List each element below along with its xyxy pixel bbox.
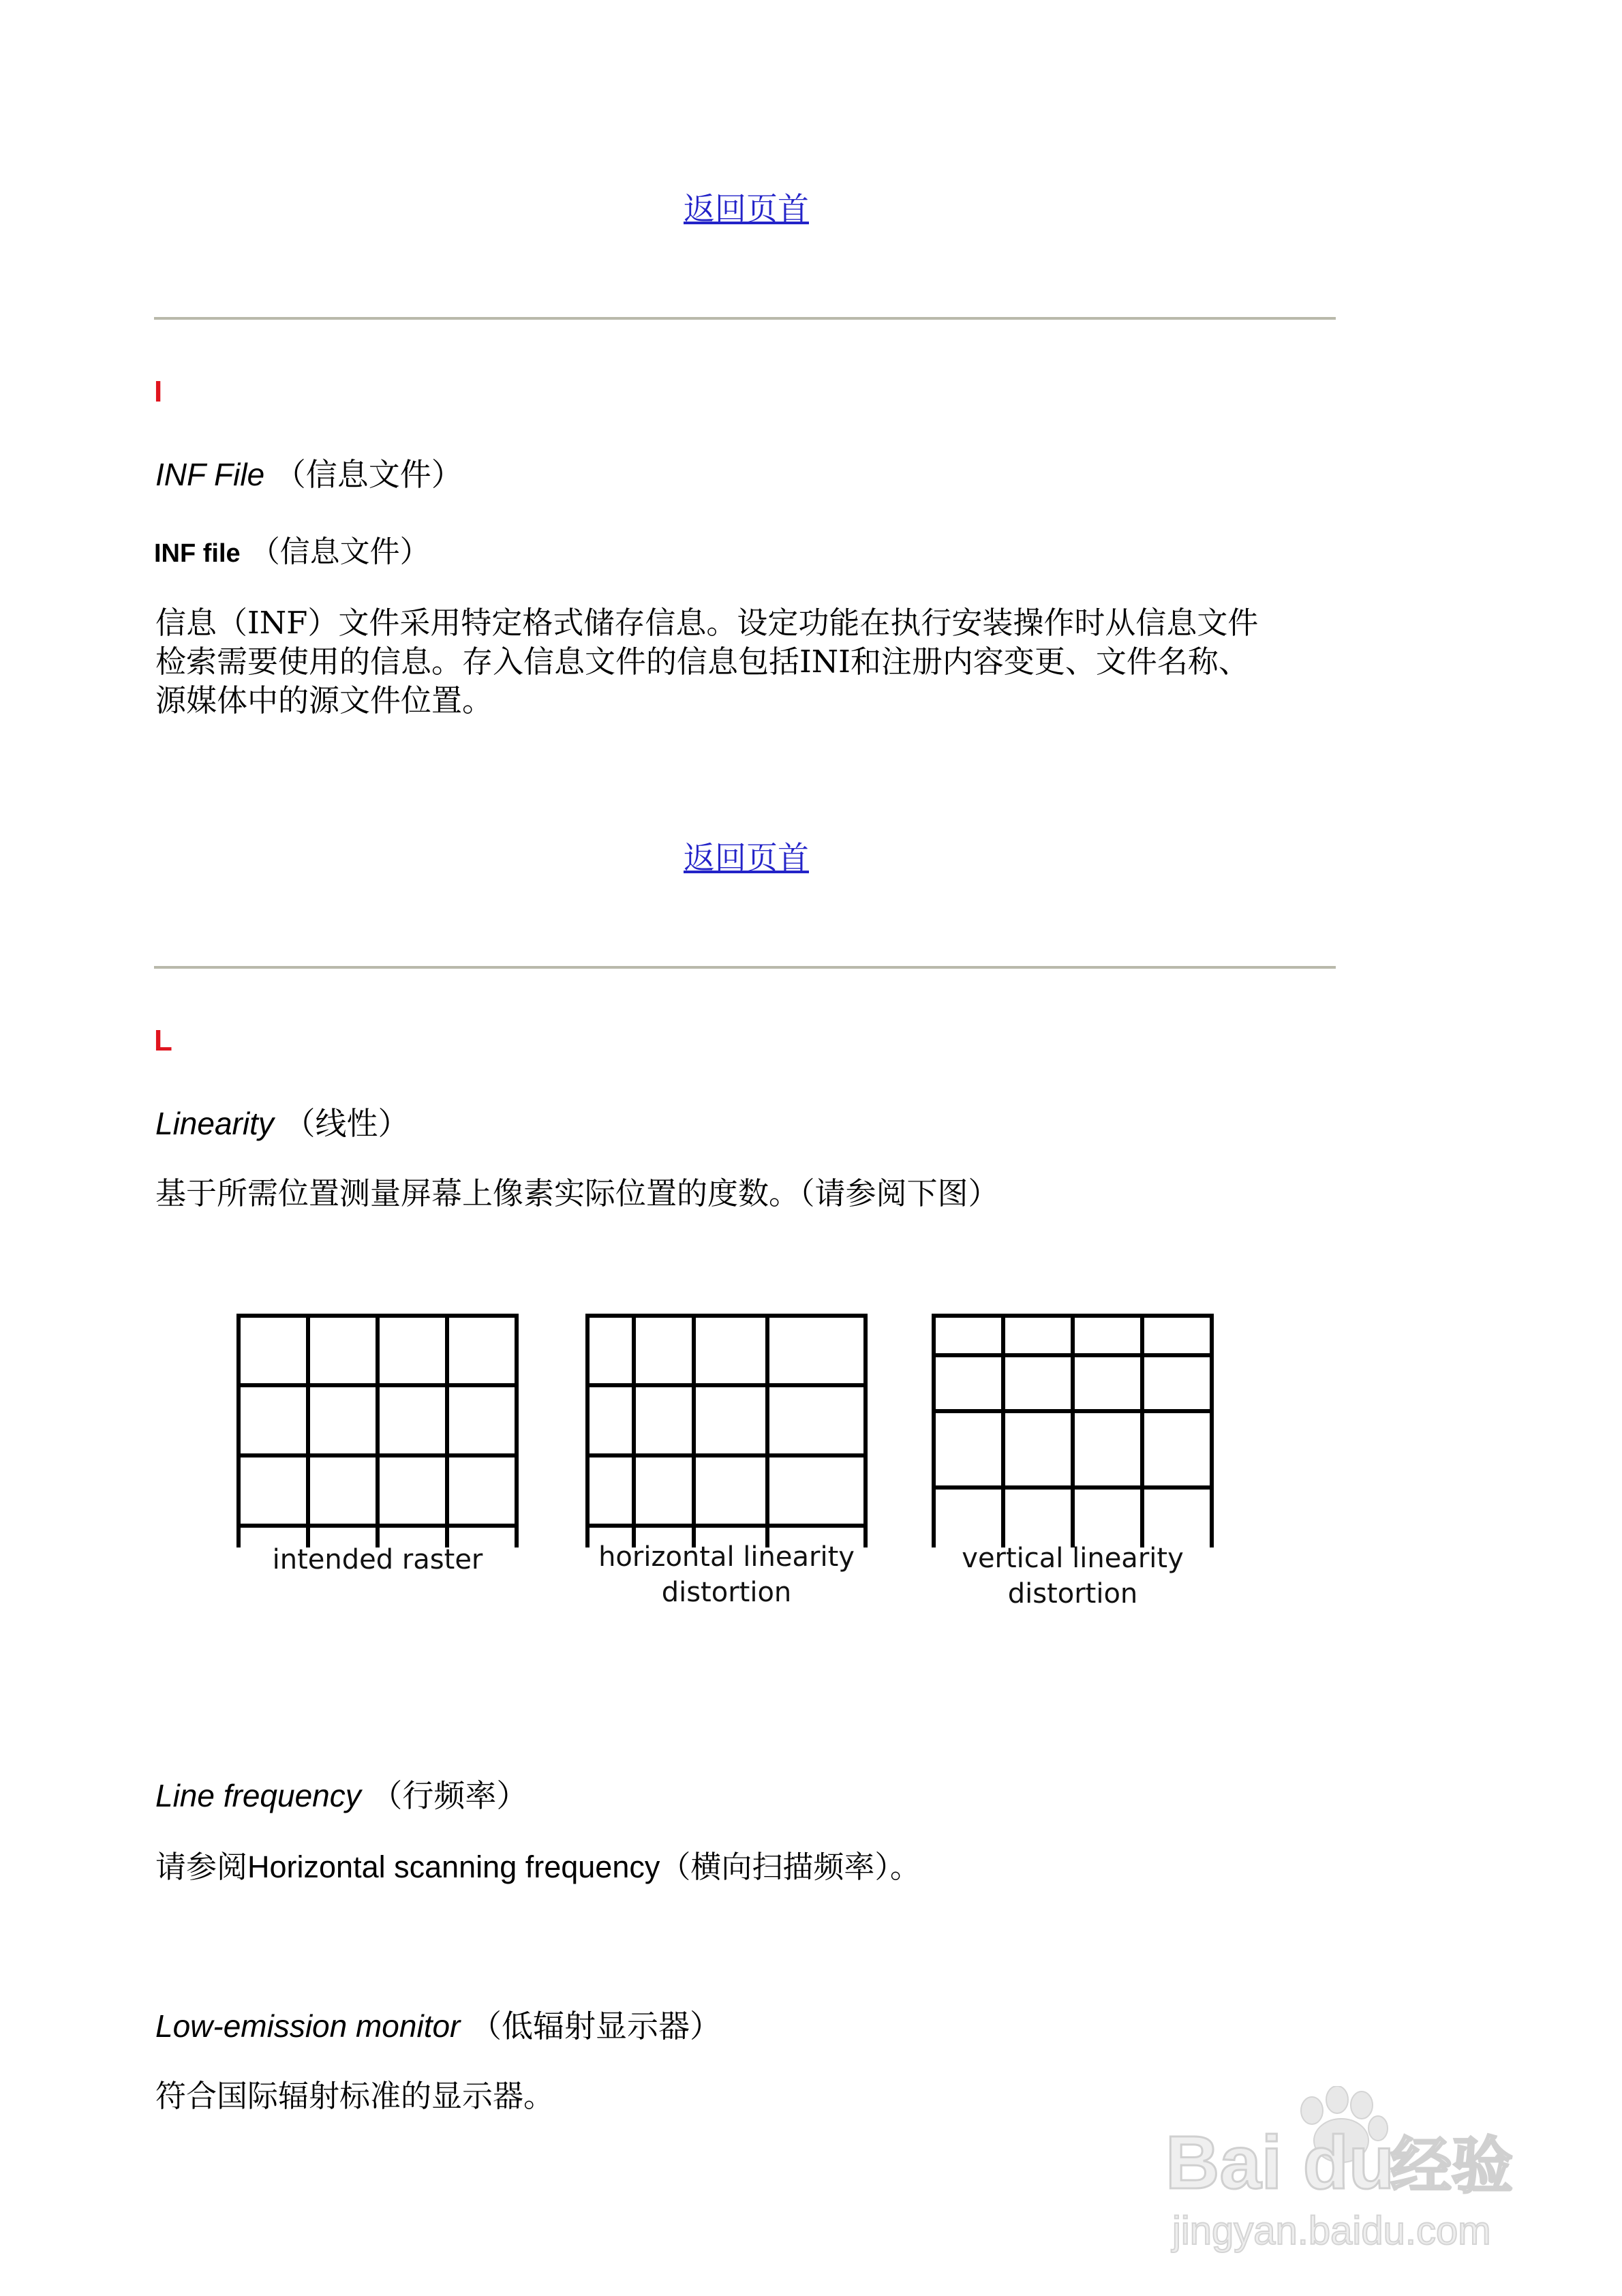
baidu-watermark: [1159, 2086, 1540, 2263]
desc-line: 检索需要使用的信息。存入信息文件的信息包括INI和注册内容变更、文件名称、: [155, 644, 1249, 680]
vertical-distortion-grid: [934, 1316, 1212, 1547]
divider: [154, 966, 1336, 969]
label-line: distortion: [1007, 1578, 1138, 1610]
low-emission-description: 符合国际辐射标准的显示器。: [155, 2078, 555, 2114]
term-inf-file: [155, 450, 463, 495]
horizontal-distortion-grid: [587, 1316, 866, 1547]
label-line: horizontal linearity: [598, 1541, 855, 1573]
term-cn: （线性）: [284, 1105, 410, 1142]
section-letter-l: L: [154, 1024, 172, 1057]
desc-line: 源媒体中的源文件位置。: [155, 682, 493, 719]
watermark-url: jingyan.baidu.com: [1172, 2209, 1491, 2253]
linearity-description: 基于所需位置测量屏幕上像素实际位置的度数。（请参阅下图）: [155, 1175, 999, 1211]
linearity-figure: [232, 1248, 1227, 1547]
watermark-brand-cn: 经验: [1390, 2130, 1513, 2202]
term-low-emission-monitor: [155, 2002, 721, 2046]
subterm-en: INF file: [154, 539, 241, 568]
label-intended-raster: intended raster: [272, 1544, 483, 1575]
inf-description: [155, 603, 1341, 720]
label-horizontal-distortion: [581, 1539, 872, 1610]
term-cn: （低辐射显示器）: [470, 2008, 722, 2044]
watermark-brand: Bai du: [1165, 2121, 1395, 2205]
divider: [154, 317, 1336, 320]
term-en: Linearity: [155, 1106, 274, 1141]
term-cn: （信息文件）: [274, 456, 463, 493]
term-en: Low-emission monitor: [155, 2008, 461, 2044]
desc-prefix: 请参阅: [155, 1849, 248, 1885]
term-linearity: [155, 1099, 410, 1144]
section-letter-i: I: [154, 375, 163, 408]
label-vertical-distortion: [927, 1541, 1219, 1612]
subterm-cn: （信息文件）: [249, 534, 430, 569]
back-to-top-link[interactable]: 返回页首: [684, 839, 809, 876]
subterm-inf-file: [154, 527, 430, 571]
desc-suffix: （横向扫描频率）。: [660, 1849, 921, 1885]
label-line: distortion: [661, 1577, 792, 1608]
term-en: INF File: [155, 457, 265, 492]
term-en: Line frequency: [155, 1778, 361, 1813]
desc-term-link: Horizontal scanning frequency: [247, 1849, 660, 1884]
term-line-frequency: [155, 1771, 527, 1816]
back-to-top-link[interactable]: 返回页首: [684, 190, 809, 227]
line-frequency-description: [155, 1847, 1341, 1886]
term-cn: （行频率）: [371, 1777, 528, 1814]
desc-line: 信息（INF）文件采用特定格式储存信息。设定功能在执行安装操作时从信息文件: [155, 605, 1259, 641]
label-line: vertical linearity: [962, 1543, 1184, 1574]
intended-raster-grid: [239, 1316, 517, 1547]
